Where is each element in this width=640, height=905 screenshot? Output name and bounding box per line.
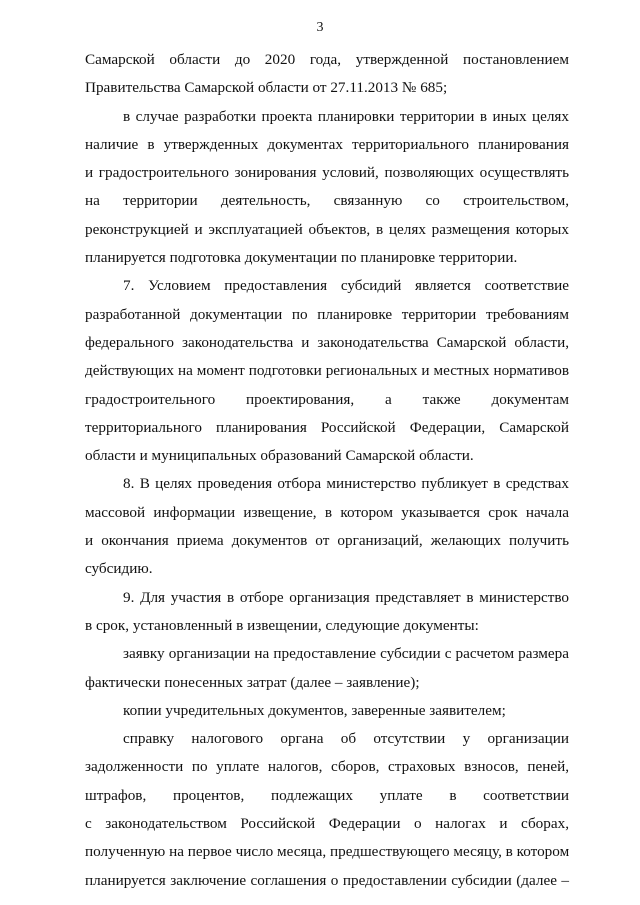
text-line: в случае разработки проекта планировки территории в иных целях xyxy=(123,107,569,125)
text-line: заявку организации на предоставление субсидии с расчетом размера xyxy=(123,645,569,663)
text-line: и градостроительного зонирования условий, позволяющих осуществлять xyxy=(85,164,569,182)
page-number: 3 xyxy=(316,20,324,35)
text-line: планируется подготовка документации по планировке территории. xyxy=(85,249,518,267)
text-line: планируется заключение соглашения о предоставлении субсидии (далее – xyxy=(85,871,569,889)
text-line: области и муниципальных образований Самарской области. xyxy=(85,447,474,465)
text-line: Правительства Самарской области от 27.11.2013 № 685; xyxy=(85,79,448,97)
text-line: разработанной документации по планировке территории требованиям xyxy=(85,305,569,323)
text-line: фактически понесенных затрат (далее – заявление); xyxy=(85,673,420,691)
text-line: справку налогового органа об отсутствии у организации xyxy=(123,730,569,748)
text-line: наличие в утвержденных документах территориального планирования xyxy=(85,135,569,153)
text-line: полученную на первое число месяца, предшествующего месяцу, в котором xyxy=(85,843,570,861)
text-line: на территории деятельность, связанную со строительством, xyxy=(85,192,569,210)
text-line: 9. Для участия в отборе организация представляет в министерство xyxy=(123,588,569,606)
text-line: задолженности по уплате налогов, сборов, страховых взносов, пеней, xyxy=(85,758,569,776)
text-line: федерального законодательства и законодательства Самарской области, xyxy=(85,333,569,351)
text-line: реконструкцией и эксплуатацией объектов, в целях размещения которых xyxy=(85,220,569,238)
text-line: 8. В целях проведения отбора министерство публикует в средствах xyxy=(123,475,569,493)
text-line: субсидию. xyxy=(85,560,153,578)
text-line: действующих на момент подготовки региональных и местных нормативов xyxy=(85,362,569,380)
document-body xyxy=(85,46,569,895)
text-line: градостроительного проектирования, а также документам xyxy=(85,390,569,408)
text-line: в срок, установленный в извещении, следующие документы: xyxy=(85,616,479,634)
text-line: 7. Условием предоставления субсидий является соответствие xyxy=(123,277,569,295)
text-line: с законодательством Российской Федерации о налогах и сборах, xyxy=(85,815,569,833)
text-line: Самарской области до 2020 года, утвержденной постановлением xyxy=(85,51,569,68)
text-line: территориального планирования Российской Федерации, Самарской xyxy=(85,418,569,436)
text-line: массовой информации извещение, в котором указывается срок начала xyxy=(85,503,569,521)
text-line: копии учредительных документов, заверенные заявителем; xyxy=(123,701,506,719)
text-line: и окончания приема документов от организаций, желающих получить xyxy=(85,532,569,550)
text-line: штрафов, процентов, подлежащих уплате в соответствии xyxy=(85,786,569,804)
